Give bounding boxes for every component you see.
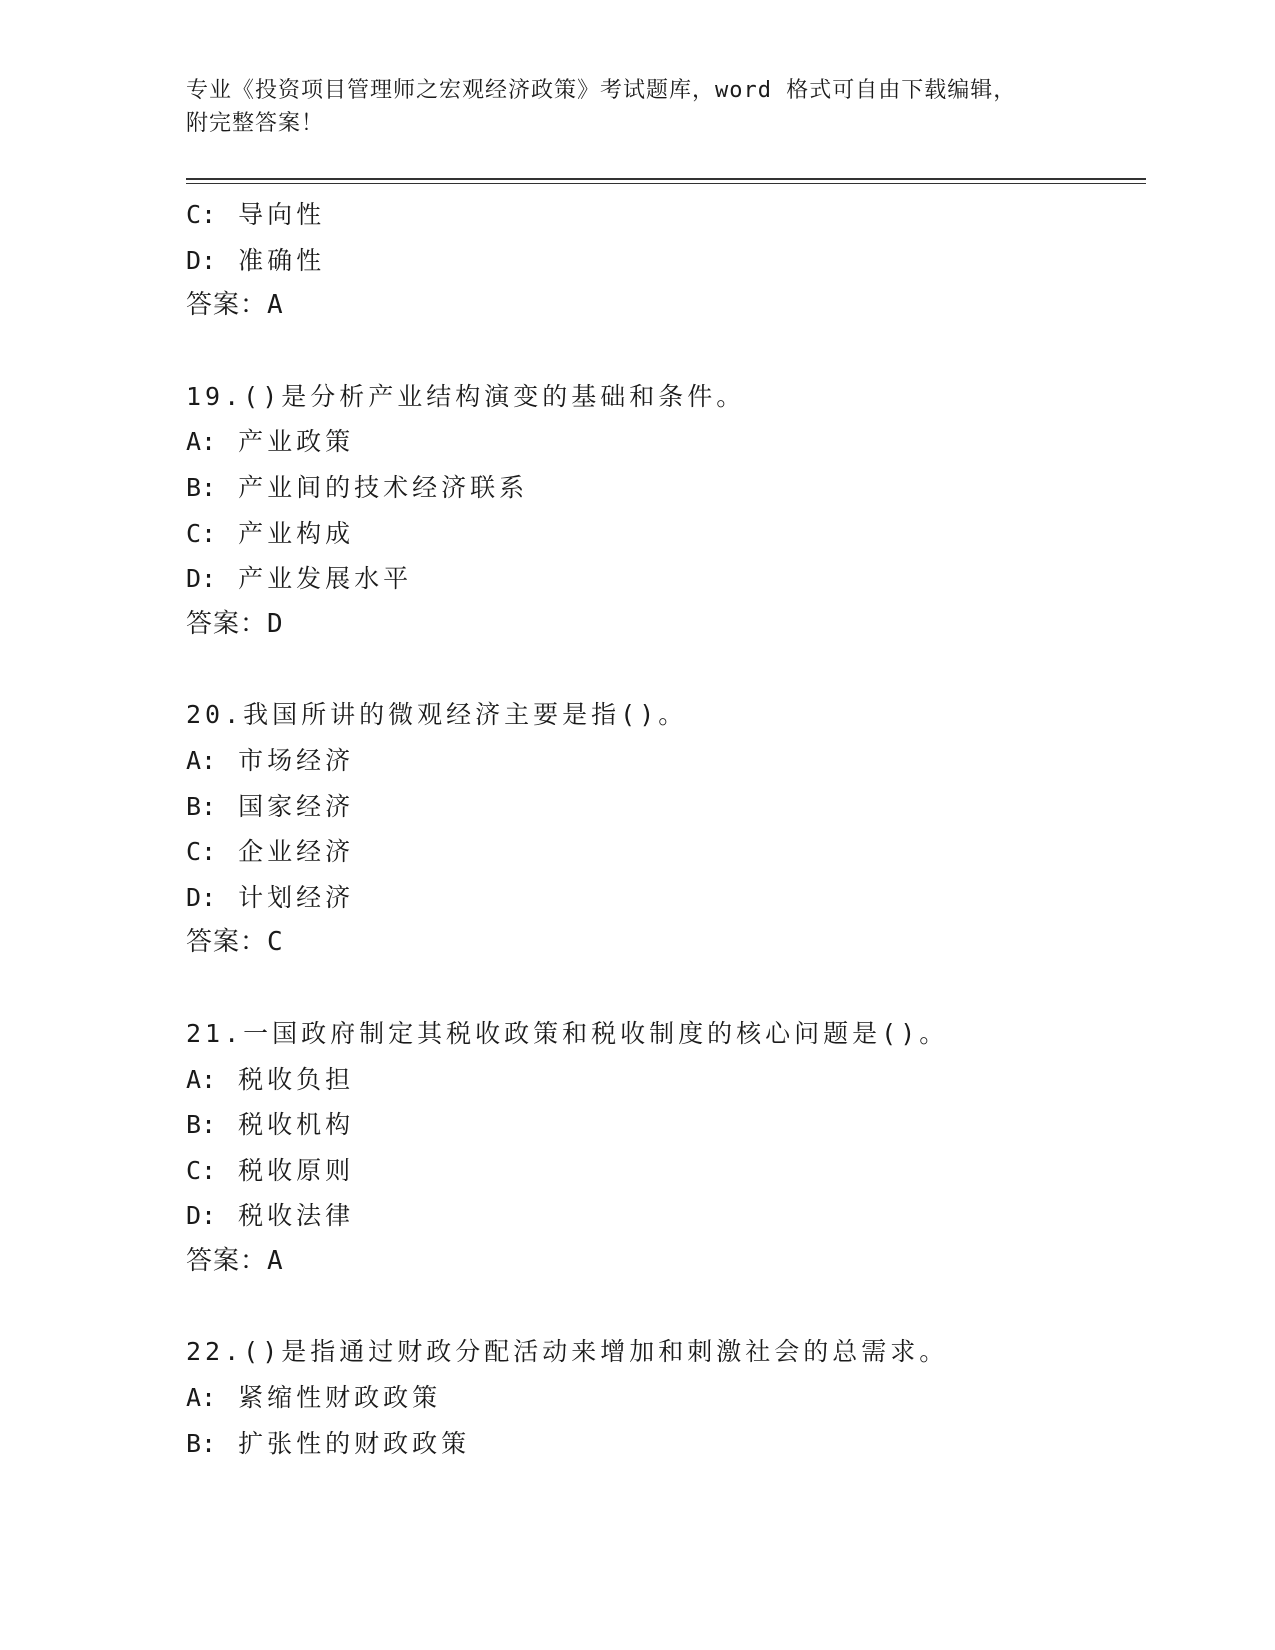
option-text: 产业构成 [238, 518, 355, 548]
option-letter: D: [186, 564, 217, 594]
option-letter: C: [186, 200, 217, 229]
option-a [186, 738, 1146, 784]
answer-line [186, 1239, 1146, 1285]
document-header [186, 74, 1086, 140]
option-letter: D: [186, 245, 217, 275]
option-letter: B: [186, 1428, 217, 1458]
option-text: 税收原则 [238, 1155, 355, 1185]
option-letter: C: [186, 518, 217, 548]
option-letter: C: [186, 837, 217, 867]
option-a [186, 1057, 1146, 1103]
question-21 [186, 1011, 1146, 1285]
option-d [186, 875, 1146, 921]
option-text: 计划经济 [238, 882, 355, 912]
answer-label: 答案： [186, 608, 268, 639]
option-text: 企业经济 [238, 837, 355, 867]
answer-line [186, 920, 1146, 966]
option-b [186, 465, 1146, 511]
option-a [186, 419, 1146, 465]
answer-value: A [267, 290, 284, 321]
header-line-1: 专业《投资项目管理师之宏观经济政策》考试题库，word 格式可自由下载编辑， [186, 78, 1017, 103]
option-letter: A: [186, 427, 217, 457]
option-text: 产业发展水平 [238, 564, 413, 594]
option-letter: B: [186, 472, 217, 502]
option-c [186, 829, 1146, 875]
option-b [186, 1102, 1146, 1148]
option-letter: B: [186, 791, 217, 821]
option-letter: C: [186, 1155, 217, 1185]
option-text: 市场经济 [238, 745, 355, 775]
answer-line [186, 283, 1146, 329]
option-text: 国家经济 [238, 791, 355, 821]
answer-value: C [267, 927, 284, 958]
question-stem: 20.我国所讲的微观经济主要是指()。 [186, 700, 688, 730]
partial-question [186, 192, 1146, 329]
option-c [186, 511, 1146, 557]
question-stem: 19.()是分析产业结构演变的基础和条件。 [186, 381, 746, 411]
option-d [186, 556, 1146, 602]
option-letter: A: [186, 745, 217, 775]
question-stem: 21.一国政府制定其税收政策和税收制度的核心问题是()。 [186, 1018, 949, 1048]
header-line-2: 附完整答案！ [186, 111, 325, 136]
header-divider [186, 178, 1146, 184]
option-text: 产业间的技术经济联系 [238, 472, 529, 502]
answer-value: A [267, 1245, 284, 1276]
option-c [186, 192, 1146, 238]
option-letter: B: [186, 1110, 217, 1140]
option-d [186, 238, 1146, 284]
option-b [186, 784, 1146, 830]
option-b [186, 1421, 1146, 1467]
question-20 [186, 692, 1146, 966]
option-text: 扩张性的财政政策 [238, 1428, 471, 1458]
option-text: 税收机构 [238, 1110, 355, 1140]
option-letter: A: [186, 1383, 217, 1413]
option-text: 产业政策 [238, 427, 355, 457]
answer-label: 答案： [186, 290, 268, 321]
option-text: 紧缩性财政政策 [238, 1383, 442, 1413]
answer-value: D [267, 608, 284, 639]
option-d [186, 1193, 1146, 1239]
answer-line [186, 602, 1146, 648]
question-19 [186, 374, 1146, 648]
option-letter: D: [186, 882, 217, 912]
option-letter: A: [186, 1064, 217, 1094]
option-text: 准确性 [238, 245, 326, 275]
answer-label: 答案： [186, 1245, 268, 1276]
option-text: 导向性 [238, 200, 326, 229]
option-letter: D: [186, 1201, 217, 1231]
option-c [186, 1148, 1146, 1194]
question-22 [186, 1329, 1146, 1466]
option-a [186, 1375, 1146, 1421]
option-text: 税收负担 [238, 1064, 355, 1094]
answer-label: 答案： [186, 927, 268, 958]
question-list [186, 192, 1146, 1466]
option-text: 税收法律 [238, 1201, 355, 1231]
question-stem: 22.()是指通过财政分配活动来增加和刺激社会的总需求。 [186, 1337, 949, 1367]
